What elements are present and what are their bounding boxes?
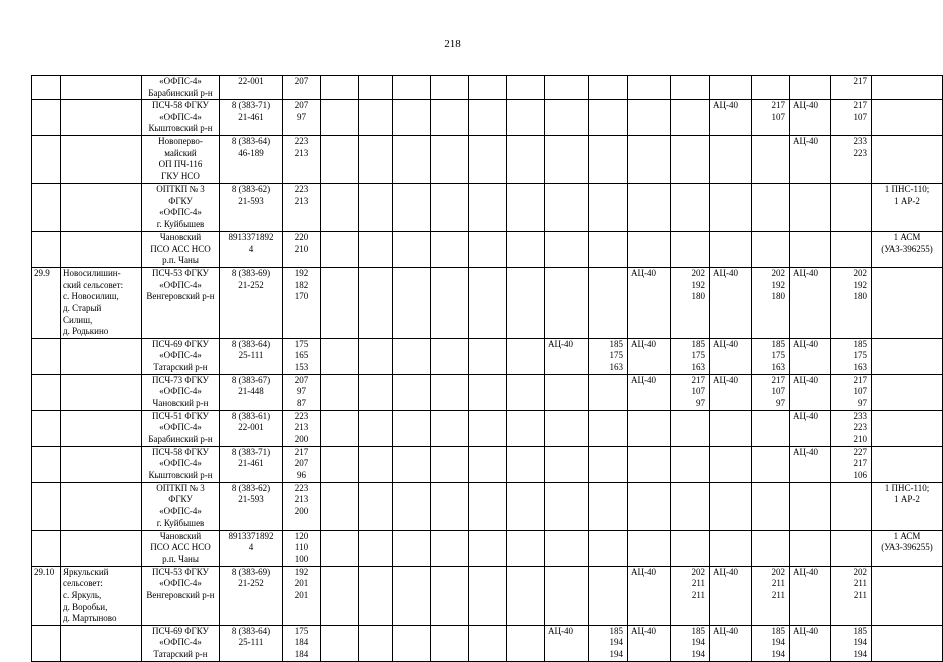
- arrival-time-cell: [431, 482, 469, 530]
- arrival-time-cell: [431, 530, 469, 566]
- arrival-time-cell: [545, 482, 589, 530]
- arrival-time-cell: [507, 625, 545, 661]
- arrival-time-cell: [507, 566, 545, 625]
- arrival-time-cell: [589, 446, 628, 482]
- arrival-time-cell: [359, 136, 393, 184]
- arrival-time-cell: [628, 410, 671, 446]
- special-equipment-cell: [872, 338, 943, 374]
- arrival-time-cell: [393, 76, 431, 100]
- arrival-time-cell: [752, 530, 790, 566]
- arrival-time-cell: 217 107 97: [831, 374, 872, 410]
- arrival-time-cell: [393, 566, 431, 625]
- arrival-time-cell: [545, 530, 589, 566]
- arrival-time-cell: [431, 446, 469, 482]
- arrival-time-cell: [671, 136, 710, 184]
- arrival-time-cell: [589, 184, 628, 232]
- distance-cell: 175 184 184: [283, 625, 321, 661]
- table-row: [32, 268, 943, 339]
- distance-cell: 220 210: [283, 232, 321, 268]
- arrival-time-cell: [671, 232, 710, 268]
- vehicle-cell: АЦ-40: [790, 625, 831, 661]
- arrival-time-cell: 185 194 194: [589, 625, 628, 661]
- arrival-time-cell: 202 211 211: [831, 566, 872, 625]
- arrival-time-cell: [710, 482, 752, 530]
- row-index-cell: [32, 184, 61, 232]
- row-index-cell: [32, 374, 61, 410]
- row-index-cell: [32, 625, 61, 661]
- arrival-time-cell: [431, 76, 469, 100]
- arrival-time-cell: [507, 410, 545, 446]
- distance-cell: 217 207 96: [283, 446, 321, 482]
- arrival-time-cell: [431, 566, 469, 625]
- arrival-time-cell: [671, 184, 710, 232]
- row-index-cell: [32, 338, 61, 374]
- table-row: [32, 100, 943, 136]
- arrival-time-cell: [545, 566, 589, 625]
- table-row: [32, 410, 943, 446]
- vehicle-cell: АЦ-40: [790, 268, 831, 339]
- arrival-time-cell: [393, 374, 431, 410]
- arrival-time-cell: [393, 184, 431, 232]
- fire-unit-cell: ПСЧ-53 ФГКУ «ОФПС-4» Венгеровский р-н: [142, 268, 220, 339]
- vehicle-cell: АЦ-40: [710, 100, 752, 136]
- phone-cell: 8 (383-69) 21-252: [220, 566, 283, 625]
- settlement-cell: [61, 100, 142, 136]
- row-index-cell: 29.9: [32, 268, 61, 339]
- arrival-time-cell: [507, 100, 545, 136]
- arrival-time-cell: 217 107: [831, 100, 872, 136]
- fire-unit-cell: ПСЧ-53 ФГКУ «ОФПС-4» Венгеровский р-н: [142, 566, 220, 625]
- arrival-time-cell: [545, 374, 589, 410]
- arrival-time-cell: [545, 136, 589, 184]
- settlement-cell: [61, 76, 142, 100]
- settlement-cell: [61, 446, 142, 482]
- settlement-cell: [61, 232, 142, 268]
- arrival-time-cell: [393, 232, 431, 268]
- arrival-time-cell: [321, 625, 359, 661]
- arrival-time-cell: [507, 232, 545, 268]
- distance-cell: 223 213: [283, 136, 321, 184]
- arrival-time-cell: [545, 410, 589, 446]
- arrival-time-cell: [545, 232, 589, 268]
- arrival-time-cell: 185 194 194: [671, 625, 710, 661]
- arrival-time-cell: [671, 530, 710, 566]
- fire-unit-cell: «ОФПС-4» Барабинский р-н: [142, 76, 220, 100]
- arrival-time-cell: [469, 625, 507, 661]
- arrival-time-cell: [752, 446, 790, 482]
- arrival-time-cell: 233 223 210: [831, 410, 872, 446]
- phone-cell: 8 (383-62) 21-593: [220, 482, 283, 530]
- phone-cell: 8 (383-62) 21-593: [220, 184, 283, 232]
- arrival-time-cell: [831, 530, 872, 566]
- phone-cell: 8 (383-64) 25-111: [220, 338, 283, 374]
- arrival-time-cell: [393, 136, 431, 184]
- special-equipment-cell: 1 ПНС-110; 1 АР-2: [872, 482, 943, 530]
- row-index-cell: [32, 136, 61, 184]
- arrival-time-cell: [359, 530, 393, 566]
- vehicle-cell: АЦ-40: [710, 566, 752, 625]
- arrival-time-cell: [321, 136, 359, 184]
- phone-cell: 8 (383-69) 21-252: [220, 268, 283, 339]
- fire-unit-cell: ПСЧ-69 ФГКУ «ОФПС-4» Татарский р-н: [142, 338, 220, 374]
- arrival-time-cell: [545, 184, 589, 232]
- arrival-time-cell: [710, 76, 752, 100]
- arrival-time-cell: [359, 100, 393, 136]
- row-index-cell: 29.10: [32, 566, 61, 625]
- special-equipment-cell: [872, 566, 943, 625]
- special-equipment-cell: [872, 374, 943, 410]
- arrival-time-cell: [589, 136, 628, 184]
- phone-cell: 8 (383-64) 25-111: [220, 625, 283, 661]
- arrival-time-cell: [321, 184, 359, 232]
- table-row: [32, 136, 943, 184]
- arrival-time-cell: [393, 530, 431, 566]
- row-index-cell: [32, 446, 61, 482]
- arrival-time-cell: [321, 446, 359, 482]
- distance-cell: 207 97 87: [283, 374, 321, 410]
- table-row: [32, 446, 943, 482]
- arrival-time-cell: 227 217 106: [831, 446, 872, 482]
- arrival-time-cell: [589, 100, 628, 136]
- distance-cell: 223 213 200: [283, 410, 321, 446]
- fire-unit-cell: ПСЧ-73 ФГКУ «ОФПС-4» Чановский р-н: [142, 374, 220, 410]
- distance-cell: 192 182 170: [283, 268, 321, 339]
- arrival-time-cell: [359, 446, 393, 482]
- phone-cell: 8 (383-71) 21-461: [220, 100, 283, 136]
- settlement-cell: [61, 374, 142, 410]
- arrival-time-cell: [431, 268, 469, 339]
- phone-cell: 22-001: [220, 76, 283, 100]
- phone-cell: 8 (383-67) 21-448: [220, 374, 283, 410]
- settlement-cell: [61, 625, 142, 661]
- special-equipment-cell: [872, 625, 943, 661]
- fire-unit-cell: Новоперво- майский ОП ПЧ-116 ГКУ НСО: [142, 136, 220, 184]
- distance-cell: 207: [283, 76, 321, 100]
- arrival-time-cell: [393, 482, 431, 530]
- arrival-time-cell: [589, 482, 628, 530]
- arrival-time-cell: [628, 76, 671, 100]
- table-row: [32, 232, 943, 268]
- arrival-time-cell: [359, 482, 393, 530]
- arrival-time-cell: [628, 136, 671, 184]
- arrival-time-cell: [469, 566, 507, 625]
- arrival-time-cell: 185 175 163: [589, 338, 628, 374]
- arrival-time-cell: [393, 338, 431, 374]
- special-equipment-cell: 1 ПНС-110; 1 АР-2: [872, 184, 943, 232]
- arrival-time-cell: [671, 482, 710, 530]
- settlement-cell: [61, 338, 142, 374]
- distance-cell: 120 110 100: [283, 530, 321, 566]
- arrival-time-cell: 202 211 211: [671, 566, 710, 625]
- arrival-time-cell: [507, 530, 545, 566]
- phone-cell: 8 (383-64) 46-189: [220, 136, 283, 184]
- arrival-time-cell: [469, 530, 507, 566]
- arrival-time-cell: [628, 100, 671, 136]
- arrival-time-cell: [790, 232, 831, 268]
- arrival-time-cell: [359, 374, 393, 410]
- arrival-time-cell: [469, 338, 507, 374]
- arrival-time-cell: [710, 232, 752, 268]
- fire-unit-cell: ПСЧ-58 ФГКУ «ОФПС-4» Кыштовский р-н: [142, 100, 220, 136]
- vehicle-cell: АЦ-40: [710, 268, 752, 339]
- arrival-time-cell: [469, 232, 507, 268]
- table-row: [32, 530, 943, 566]
- arrival-time-cell: [545, 446, 589, 482]
- vehicle-cell: АЦ-40: [790, 136, 831, 184]
- arrival-time-cell: [831, 482, 872, 530]
- arrival-time-cell: [321, 76, 359, 100]
- arrival-time-cell: [321, 232, 359, 268]
- arrival-time-cell: [359, 268, 393, 339]
- special-equipment-cell: [872, 446, 943, 482]
- arrival-time-cell: [469, 410, 507, 446]
- special-equipment-cell: [872, 268, 943, 339]
- arrival-time-cell: [671, 100, 710, 136]
- arrival-time-cell: [321, 530, 359, 566]
- row-index-cell: [32, 530, 61, 566]
- arrival-time-cell: [431, 100, 469, 136]
- arrival-time-cell: [710, 136, 752, 184]
- arrival-time-cell: [393, 268, 431, 339]
- arrival-time-cell: [589, 268, 628, 339]
- arrival-time-cell: [671, 446, 710, 482]
- page-number: 218: [444, 38, 461, 50]
- arrival-time-cell: [393, 100, 431, 136]
- arrival-time-cell: [359, 184, 393, 232]
- table-row: [32, 184, 943, 232]
- table-row: [32, 625, 943, 661]
- vehicle-cell: АЦ-40: [790, 446, 831, 482]
- phone-cell: 8913371892 4: [220, 530, 283, 566]
- arrival-time-cell: [507, 446, 545, 482]
- arrival-time-cell: [359, 338, 393, 374]
- arrival-time-cell: [628, 530, 671, 566]
- arrival-time-cell: [752, 482, 790, 530]
- arrival-time-cell: [321, 566, 359, 625]
- table-row: [32, 76, 943, 100]
- arrival-time-cell: [507, 338, 545, 374]
- arrival-time-cell: [431, 338, 469, 374]
- settlement-cell: Яркульский сельсовет: с. Яркуль, д. Воробьи, д. Мартыново: [61, 566, 142, 625]
- distance-cell: 223 213 200: [283, 482, 321, 530]
- arrival-time-cell: [431, 625, 469, 661]
- arrival-time-cell: [359, 566, 393, 625]
- fire-unit-cell: Чановский ПСО АСС НСО р.п. Чаны: [142, 232, 220, 268]
- arrival-time-cell: [628, 446, 671, 482]
- vehicle-cell: АЦ-40: [545, 338, 589, 374]
- vehicle-cell: АЦ-40: [628, 338, 671, 374]
- arrival-time-cell: [671, 410, 710, 446]
- vehicle-cell: АЦ-40: [628, 374, 671, 410]
- settlement-cell: [61, 136, 142, 184]
- row-index-cell: [32, 482, 61, 530]
- arrival-time-cell: [393, 625, 431, 661]
- table-row: [32, 566, 943, 625]
- arrival-time-cell: 185 175 163: [831, 338, 872, 374]
- distance-cell: 207 97: [283, 100, 321, 136]
- distance-cell: 175 165 153: [283, 338, 321, 374]
- fire-unit-cell: ОПТКП № 3 ФГКУ «ОФПС-4» г. Куйбышев: [142, 184, 220, 232]
- vehicle-cell: АЦ-40: [628, 625, 671, 661]
- arrival-time-cell: [393, 446, 431, 482]
- table-row: [32, 374, 943, 410]
- arrival-time-cell: [469, 76, 507, 100]
- vehicle-cell: АЦ-40: [710, 338, 752, 374]
- fire-response-table: [31, 75, 943, 662]
- arrival-time-cell: [545, 76, 589, 100]
- arrival-time-cell: [507, 76, 545, 100]
- arrival-time-cell: [545, 268, 589, 339]
- arrival-time-cell: 185 175 163: [671, 338, 710, 374]
- arrival-time-cell: 217: [831, 76, 872, 100]
- arrival-time-cell: [589, 76, 628, 100]
- arrival-time-cell: 233 223: [831, 136, 872, 184]
- distance-cell: 223 213: [283, 184, 321, 232]
- arrival-time-cell: [628, 232, 671, 268]
- settlement-cell: [61, 184, 142, 232]
- arrival-time-cell: [589, 530, 628, 566]
- arrival-time-cell: 202 192 180: [671, 268, 710, 339]
- arrival-time-cell: [589, 374, 628, 410]
- special-equipment-cell: [872, 76, 943, 100]
- arrival-time-cell: [469, 268, 507, 339]
- vehicle-cell: АЦ-40: [545, 625, 589, 661]
- arrival-time-cell: [831, 232, 872, 268]
- vehicle-cell: АЦ-40: [628, 566, 671, 625]
- phone-cell: 8 (383-71) 21-461: [220, 446, 283, 482]
- arrival-time-cell: [359, 232, 393, 268]
- vehicle-cell: АЦ-40: [710, 625, 752, 661]
- arrival-time-cell: [507, 184, 545, 232]
- arrival-time-cell: [431, 374, 469, 410]
- arrival-time-cell: 217 107: [752, 100, 790, 136]
- fire-unit-cell: ОПТКП № 3 ФГКУ «ОФПС-4» г. Куйбышев: [142, 482, 220, 530]
- fire-unit-cell: Чановский ПСО АСС НСО р.п. Чаны: [142, 530, 220, 566]
- arrival-time-cell: [671, 76, 710, 100]
- table-row: [32, 338, 943, 374]
- vehicle-cell: АЦ-40: [628, 268, 671, 339]
- arrival-time-cell: [321, 374, 359, 410]
- vehicle-cell: АЦ-40: [790, 338, 831, 374]
- vehicle-cell: АЦ-40: [790, 566, 831, 625]
- arrival-time-cell: [507, 268, 545, 339]
- arrival-time-cell: [321, 268, 359, 339]
- fire-unit-cell: ПСЧ-58 ФГКУ «ОФПС-4» Кыштовский р-н: [142, 446, 220, 482]
- arrival-time-cell: [431, 184, 469, 232]
- arrival-time-cell: [752, 232, 790, 268]
- arrival-time-cell: 185 194 194: [831, 625, 872, 661]
- row-index-cell: [32, 410, 61, 446]
- special-equipment-cell: 1 АСМ (УАЗ-396255): [872, 232, 943, 268]
- arrival-time-cell: [710, 410, 752, 446]
- table-row: [32, 482, 943, 530]
- fire-unit-cell: ПСЧ-69 ФГКУ «ОФПС-4» Татарский р-н: [142, 625, 220, 661]
- arrival-time-cell: [469, 100, 507, 136]
- row-index-cell: [32, 100, 61, 136]
- arrival-time-cell: [752, 410, 790, 446]
- phone-cell: 8913371892 4: [220, 232, 283, 268]
- arrival-time-cell: [790, 482, 831, 530]
- arrival-time-cell: [507, 482, 545, 530]
- arrival-time-cell: [393, 410, 431, 446]
- arrival-time-cell: 217 107 97: [752, 374, 790, 410]
- arrival-time-cell: [710, 530, 752, 566]
- arrival-time-cell: [790, 530, 831, 566]
- fire-unit-cell: ПСЧ-51 ФГКУ «ОФПС-4» Барабинский р-н: [142, 410, 220, 446]
- arrival-time-cell: [469, 446, 507, 482]
- phone-cell: 8 (383-61) 22-001: [220, 410, 283, 446]
- row-index-cell: [32, 232, 61, 268]
- vehicle-cell: АЦ-40: [790, 410, 831, 446]
- settlement-cell: Новосилишин- ский сельсовет: с. Новосилиш, д. Старый Силиш, д. Родькино: [61, 268, 142, 339]
- arrival-time-cell: [321, 410, 359, 446]
- settlement-cell: [61, 530, 142, 566]
- arrival-time-cell: [431, 232, 469, 268]
- arrival-time-cell: [589, 410, 628, 446]
- arrival-time-cell: [628, 184, 671, 232]
- distance-cell: 192 201 201: [283, 566, 321, 625]
- special-equipment-cell: [872, 410, 943, 446]
- arrival-time-cell: [359, 410, 393, 446]
- vehicle-cell: АЦ-40: [710, 374, 752, 410]
- special-equipment-cell: 1 АСМ (УАЗ-396255): [872, 530, 943, 566]
- arrival-time-cell: [628, 482, 671, 530]
- arrival-time-cell: [359, 625, 393, 661]
- arrival-time-cell: [431, 136, 469, 184]
- arrival-time-cell: [710, 184, 752, 232]
- arrival-time-cell: 185 194 194: [752, 625, 790, 661]
- arrival-time-cell: [321, 338, 359, 374]
- arrival-time-cell: [469, 374, 507, 410]
- arrival-time-cell: [831, 184, 872, 232]
- arrival-time-cell: 202 211 211: [752, 566, 790, 625]
- row-index-cell: [32, 76, 61, 100]
- arrival-time-cell: [469, 136, 507, 184]
- special-equipment-cell: [872, 100, 943, 136]
- arrival-time-cell: [507, 136, 545, 184]
- arrival-time-cell: [321, 100, 359, 136]
- vehicle-cell: АЦ-40: [790, 100, 831, 136]
- arrival-time-cell: [752, 136, 790, 184]
- settlement-cell: [61, 410, 142, 446]
- arrival-time-cell: [790, 76, 831, 100]
- settlement-cell: [61, 482, 142, 530]
- arrival-time-cell: [589, 232, 628, 268]
- special-equipment-cell: [872, 136, 943, 184]
- arrival-time-cell: 217 107 97: [671, 374, 710, 410]
- arrival-time-cell: [507, 374, 545, 410]
- arrival-time-cell: [752, 76, 790, 100]
- arrival-time-cell: [752, 184, 790, 232]
- arrival-time-cell: [710, 446, 752, 482]
- arrival-time-cell: [359, 76, 393, 100]
- arrival-time-cell: [589, 566, 628, 625]
- vehicle-cell: АЦ-40: [790, 374, 831, 410]
- arrival-time-cell: [545, 100, 589, 136]
- arrival-time-cell: 202 192 180: [752, 268, 790, 339]
- arrival-time-cell: [469, 482, 507, 530]
- arrival-time-cell: 185 175 163: [752, 338, 790, 374]
- arrival-time-cell: [790, 184, 831, 232]
- arrival-time-cell: 202 192 180: [831, 268, 872, 339]
- arrival-time-cell: [321, 482, 359, 530]
- arrival-time-cell: [431, 410, 469, 446]
- arrival-time-cell: [469, 184, 507, 232]
